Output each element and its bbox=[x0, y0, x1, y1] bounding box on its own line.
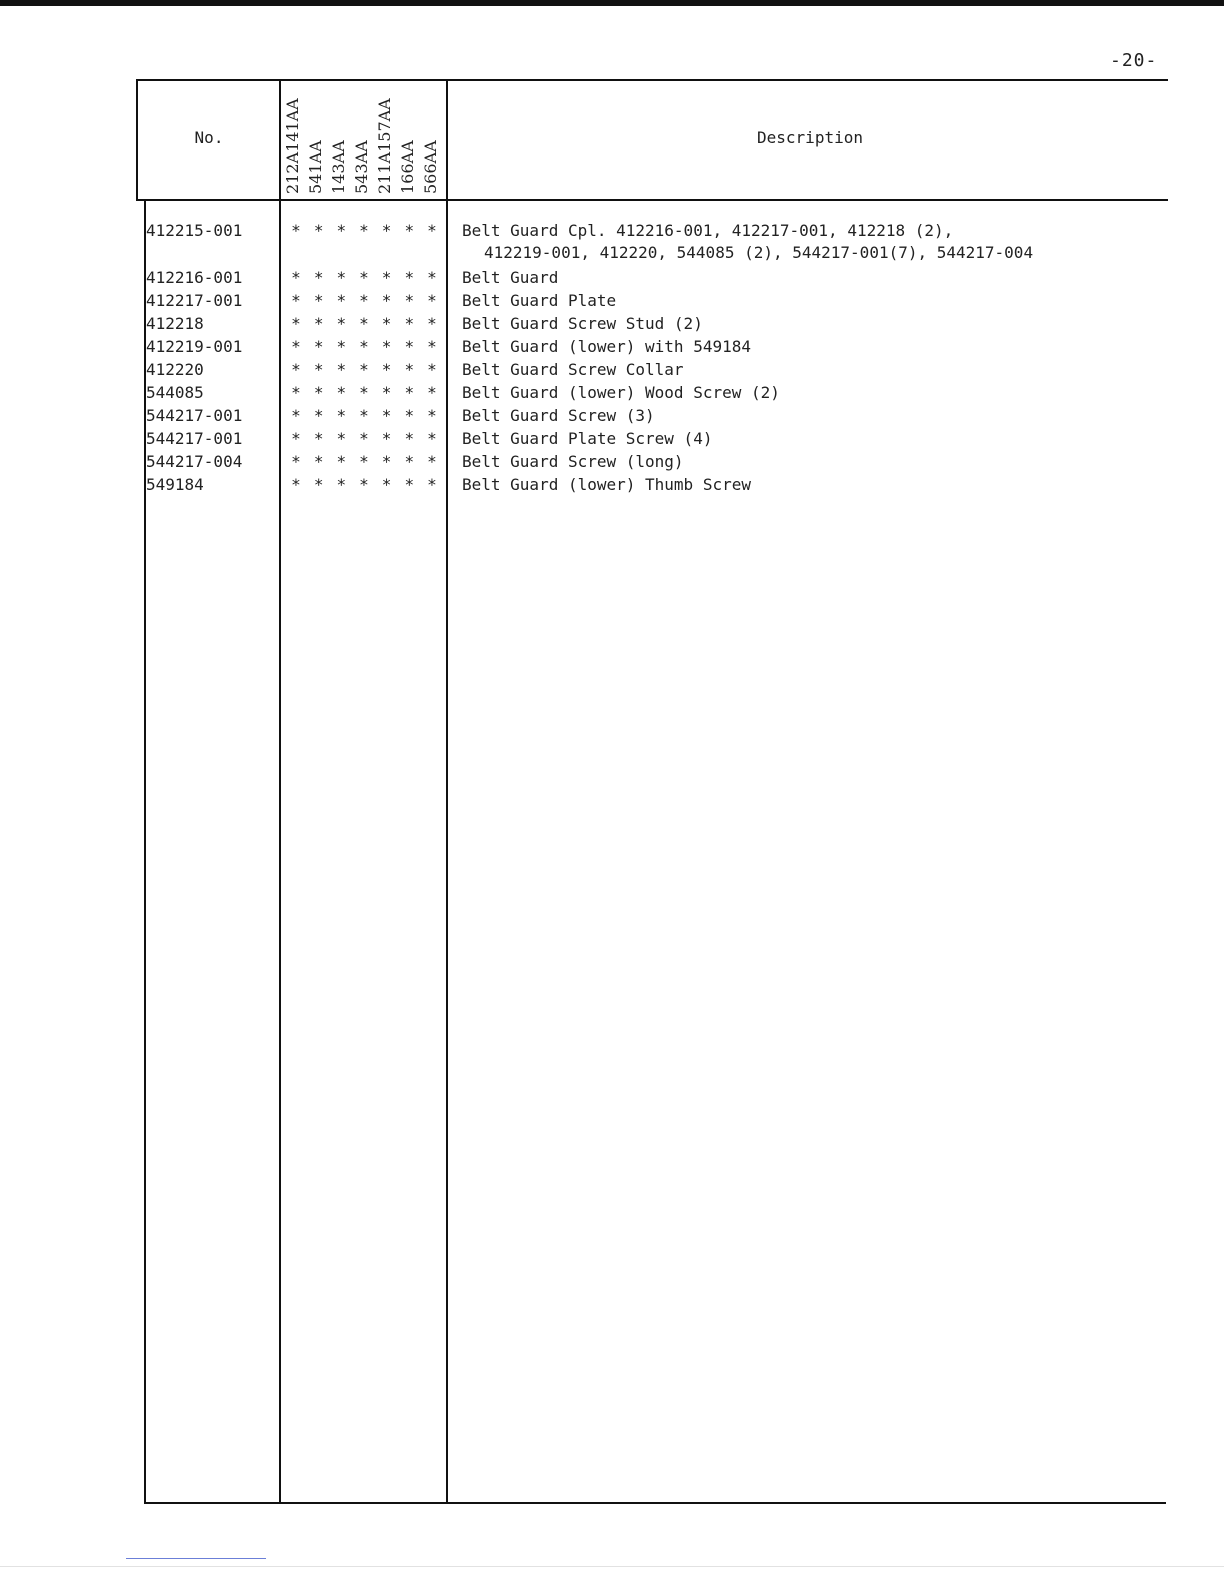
part-description bbox=[462, 405, 1162, 427]
model-header: 211A157AA bbox=[375, 98, 394, 194]
applies-mark: * bbox=[404, 406, 415, 425]
description-line: Belt Guard Cpl. 412216-001, 412217-001, 412218 (2), bbox=[462, 221, 954, 240]
model-headers bbox=[283, 84, 445, 194]
part-number: 544085 bbox=[146, 383, 204, 402]
part-number: 412218 bbox=[146, 314, 204, 333]
column-divider-no bbox=[279, 79, 281, 1504]
applies-mark: * bbox=[359, 360, 369, 379]
applies-mark: * bbox=[381, 429, 392, 448]
applies-mark: * bbox=[404, 452, 415, 471]
model-applicability bbox=[286, 313, 442, 335]
applies-mark: * bbox=[336, 314, 347, 333]
applies-mark: * bbox=[404, 291, 415, 310]
description-line: Belt Guard Screw Collar bbox=[462, 360, 684, 379]
applies-mark: * bbox=[359, 291, 369, 310]
model-applicability bbox=[286, 336, 442, 358]
part-description bbox=[462, 428, 1162, 450]
applies-mark: * bbox=[336, 383, 347, 402]
applies-mark: * bbox=[336, 268, 347, 287]
applies-mark: * bbox=[359, 268, 369, 287]
applies-mark: * bbox=[427, 268, 437, 287]
description-line: Belt Guard Plate bbox=[462, 291, 617, 310]
part-number: 544217-001 bbox=[146, 406, 243, 425]
model-applicability bbox=[286, 382, 442, 404]
model-applicability bbox=[286, 474, 442, 496]
applies-mark: * bbox=[381, 314, 392, 333]
table-bottom-border bbox=[144, 1502, 1166, 1504]
scan-bottom-mark bbox=[126, 1558, 266, 1559]
model-applicability bbox=[286, 451, 442, 473]
column-header-no: No. bbox=[194, 128, 224, 147]
description-line: Belt Guard Screw (3) bbox=[462, 406, 655, 425]
applies-mark: * bbox=[404, 314, 415, 333]
applies-mark: * bbox=[427, 314, 437, 333]
model-header: 541AA bbox=[306, 140, 325, 194]
applies-mark: * bbox=[313, 475, 324, 494]
applies-mark: * bbox=[427, 337, 437, 356]
applies-mark: * bbox=[427, 383, 437, 402]
applies-mark: * bbox=[381, 337, 392, 356]
applies-mark: * bbox=[291, 429, 301, 448]
applies-mark: * bbox=[291, 406, 301, 425]
applies-mark: * bbox=[313, 291, 324, 310]
description-line: Belt Guard Plate Screw (4) bbox=[462, 429, 713, 448]
table-top-border bbox=[136, 79, 1168, 81]
applies-mark: * bbox=[336, 406, 347, 425]
model-applicability bbox=[286, 359, 442, 381]
applies-mark: * bbox=[404, 337, 415, 356]
model-header: 566AA bbox=[421, 140, 440, 194]
applies-mark: * bbox=[313, 406, 324, 425]
part-number: 412216-001 bbox=[146, 268, 243, 287]
part-description bbox=[462, 220, 1162, 264]
model-header: 143AA bbox=[329, 140, 348, 194]
applies-mark: * bbox=[291, 268, 301, 287]
applies-mark: * bbox=[313, 314, 324, 333]
applies-mark: * bbox=[381, 360, 392, 379]
applies-mark: * bbox=[381, 452, 392, 471]
applies-mark: * bbox=[291, 291, 301, 310]
column-header-description: Description bbox=[757, 128, 863, 147]
applies-mark: * bbox=[427, 429, 437, 448]
part-description bbox=[462, 382, 1162, 404]
part-description bbox=[462, 474, 1162, 496]
applies-mark: * bbox=[381, 291, 392, 310]
applies-mark: * bbox=[291, 383, 301, 402]
applies-mark: * bbox=[381, 406, 392, 425]
applies-mark: * bbox=[381, 268, 392, 287]
part-number: 412217-001 bbox=[146, 291, 243, 310]
part-description bbox=[462, 267, 1162, 289]
applies-mark: * bbox=[313, 452, 324, 471]
description-line: Belt Guard Screw (long) bbox=[462, 452, 684, 471]
part-description bbox=[462, 290, 1162, 312]
description-line: Belt Guard bbox=[462, 268, 559, 287]
part-description bbox=[462, 359, 1162, 381]
part-description bbox=[462, 336, 1162, 358]
model-applicability bbox=[286, 405, 442, 427]
applies-mark: * bbox=[336, 337, 347, 356]
applies-mark: * bbox=[313, 360, 324, 379]
description-line: Belt Guard (lower) Wood Screw (2) bbox=[462, 383, 780, 402]
applies-mark: * bbox=[336, 360, 347, 379]
applies-mark: * bbox=[404, 268, 415, 287]
model-header: 543AA bbox=[352, 140, 371, 194]
applies-mark: * bbox=[336, 221, 347, 240]
applies-mark: * bbox=[404, 383, 415, 402]
applies-mark: * bbox=[291, 221, 301, 240]
description-line: Belt Guard Screw Stud (2) bbox=[462, 314, 703, 333]
applies-mark: * bbox=[313, 268, 324, 287]
applies-mark: * bbox=[359, 383, 369, 402]
applies-mark: * bbox=[291, 475, 301, 494]
applies-mark: * bbox=[359, 429, 369, 448]
applies-mark: * bbox=[427, 291, 437, 310]
applies-mark: * bbox=[336, 475, 347, 494]
applies-mark: * bbox=[359, 406, 369, 425]
applies-mark: * bbox=[404, 475, 415, 494]
applies-mark: * bbox=[291, 314, 301, 333]
applies-mark: * bbox=[427, 221, 437, 240]
applies-mark: * bbox=[313, 337, 324, 356]
model-applicability bbox=[286, 290, 442, 312]
part-number: 412220 bbox=[146, 360, 204, 379]
applies-mark: * bbox=[381, 221, 392, 240]
model-header: 166AA bbox=[398, 140, 417, 194]
model-applicability bbox=[286, 428, 442, 450]
applies-mark: * bbox=[291, 337, 301, 356]
part-number: 544217-004 bbox=[146, 452, 243, 471]
scan-top-edge bbox=[0, 0, 1224, 6]
applies-mark: * bbox=[381, 383, 392, 402]
model-header: 212A141AA bbox=[283, 98, 302, 194]
applies-mark: * bbox=[359, 337, 369, 356]
applies-mark: * bbox=[359, 452, 369, 471]
description-continuation: 412219-001, 412220, 544085 (2), 544217-001(7), 544217-004 bbox=[484, 243, 1034, 262]
applies-mark: * bbox=[336, 452, 347, 471]
applies-mark: * bbox=[359, 475, 369, 494]
applies-mark: * bbox=[336, 291, 347, 310]
column-divider-models bbox=[446, 79, 448, 1504]
part-number: 412215-001 bbox=[146, 221, 243, 240]
page-number: -20- bbox=[1110, 50, 1158, 71]
scan-bottom-edge bbox=[0, 1566, 1224, 1567]
model-applicability bbox=[286, 220, 442, 242]
part-number: 412219-001 bbox=[146, 337, 243, 356]
applies-mark: * bbox=[427, 452, 437, 471]
applies-mark: * bbox=[404, 429, 415, 448]
applies-mark: * bbox=[404, 360, 415, 379]
header-bottom-border bbox=[136, 199, 1168, 201]
part-description bbox=[462, 451, 1162, 473]
applies-mark: * bbox=[381, 475, 392, 494]
part-number: 549184 bbox=[146, 475, 204, 494]
applies-mark: * bbox=[291, 452, 301, 471]
description-line: Belt Guard (lower) Thumb Screw bbox=[462, 475, 751, 494]
applies-mark: * bbox=[359, 314, 369, 333]
applies-mark: * bbox=[404, 221, 415, 240]
applies-mark: * bbox=[427, 475, 437, 494]
applies-mark: * bbox=[313, 221, 324, 240]
applies-mark: * bbox=[291, 360, 301, 379]
part-description bbox=[462, 313, 1162, 335]
applies-mark: * bbox=[313, 383, 324, 402]
part-number: 544217-001 bbox=[146, 429, 243, 448]
applies-mark: * bbox=[427, 360, 437, 379]
model-applicability bbox=[286, 267, 442, 289]
applies-mark: * bbox=[313, 429, 324, 448]
applies-mark: * bbox=[427, 406, 437, 425]
applies-mark: * bbox=[336, 429, 347, 448]
description-line: Belt Guard (lower) with 549184 bbox=[462, 337, 751, 356]
applies-mark: * bbox=[359, 221, 369, 240]
